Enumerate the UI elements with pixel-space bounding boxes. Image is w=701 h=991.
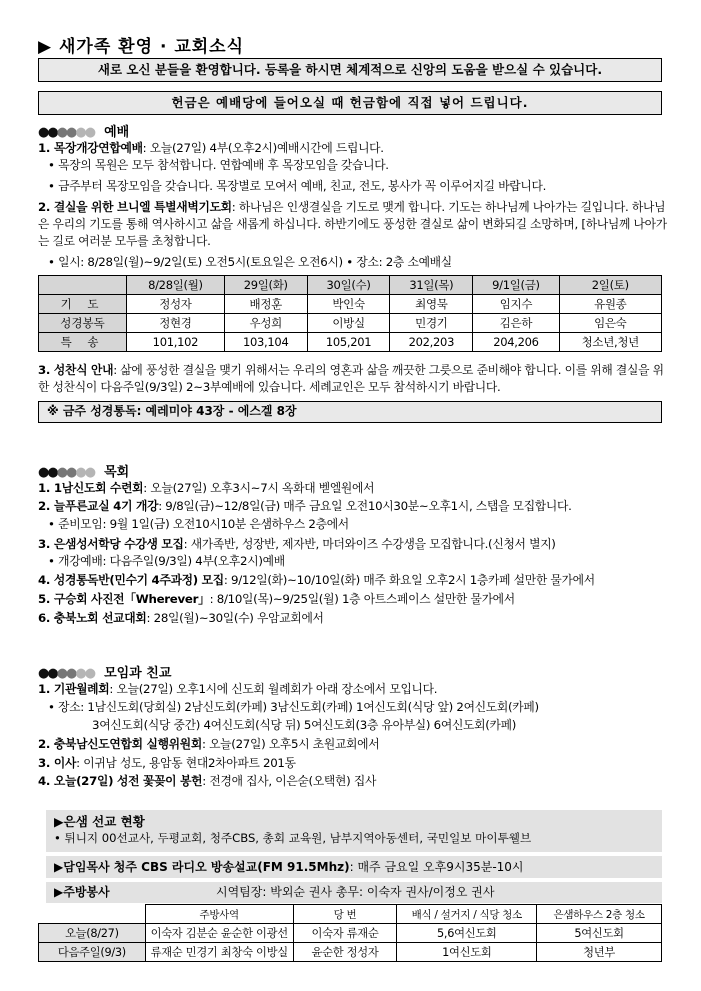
table-cell: 1여신도회	[397, 943, 537, 962]
table-cell: 청소년,청년	[559, 333, 661, 352]
table-row-label: 기 도	[39, 295, 127, 314]
table-header-cell	[39, 905, 146, 924]
fellowship-item-4: 4. 오늘(27일) 성전 꽃꽂이 봉헌: 전경애 집사, 이은숟(오택현) 집사	[38, 774, 377, 788]
table-row	[39, 333, 662, 352]
bible-reading-banner: ※ 금주 성경통독: 예레미야 43장 - 에스겔 8장	[38, 401, 662, 423]
bullet-dots-icon: ●●●●●●	[38, 465, 95, 480]
worship-item-3: 3. 성찬식 안내: 삶에 풍성한 결실을 맺기 위해서는 우리의 영혼과 삶을 깨끗한 그릇으로 준비해야 합니다. 이를 위해 결실을 위한 성찬식이 다음주일(9/3일) 2~3부예배에 있습니다. 세례교인은 모두 참석하시기 바랍니다.	[38, 363, 664, 394]
table-header-cell: 31일(목)	[390, 276, 473, 295]
table-cell: 유원종	[559, 295, 661, 314]
table-row	[39, 295, 662, 314]
kitchen-service-header	[46, 882, 662, 903]
page-title: ▶ 새가족 환영 · 교회소식	[38, 37, 245, 57]
table-cell: 윤순한 정성자	[293, 943, 397, 962]
table-cell: 우성희	[224, 314, 307, 333]
table-cell: 이방실	[307, 314, 390, 333]
table-row	[39, 924, 662, 943]
table-row-label: 다음주일(9/3)	[39, 943, 146, 962]
kitchen-service-table	[38, 904, 662, 962]
table-cell: 김은하	[473, 314, 559, 333]
table-row	[39, 314, 662, 333]
table-header-cell: 30일(수)	[307, 276, 390, 295]
offering-banner: 헌금은 예배당에 들어오실 때 헌금함에 직접 넣어 드립니다.	[38, 91, 662, 115]
table-cell: 임은숙	[559, 314, 661, 333]
section-fellowship-header: ●●●●●● 모임과 친교	[38, 666, 172, 681]
table-cell: 이숙자 류재순	[293, 924, 397, 943]
table-cell: 5여신도회	[537, 924, 662, 943]
table-header-cell: 9/1일(금)	[473, 276, 559, 295]
table-header-row	[39, 276, 662, 295]
ministry-item-3: 3. 은샘성서학당 수강생 모집: 새가족반, 성장반, 제자반, 마더와이즈 수강생을 모집합니다.(신청서 별지)	[38, 537, 556, 551]
table-row-label: 성경봉독	[39, 314, 127, 333]
table-cell: 정성자	[127, 295, 225, 314]
worship-item-2: 2. 결실을 위한 브니엘 특별새벽기도회: 하나님은 인생결실을 기도로 맺게 합니다. 기도는 하나님께 나아가는 길입니다. 하나님은 우리의 기도를 통해 역사하시고 삶을 새롭게 하십니다. 하반기에도 풍성한 결실로 삶이 변화되길 소망하며, [하나님께 나아가는 길로 여러분 모두를 초청합니다.	[38, 200, 667, 248]
table-cell: 류재순 민경기 최창숙 이방실	[145, 943, 293, 962]
table-cell: 최영묵	[390, 295, 473, 314]
table-header-cell: 배식 / 설거지 / 식당 청소	[397, 905, 537, 924]
table-cell: 민경기	[390, 314, 473, 333]
fellowship-item-3: 3. 이사: 이귀남 성도, 용암동 현대2차아파트 201동	[38, 756, 296, 770]
table-cell: 105,201	[307, 333, 390, 352]
worship-item-2-schedule: • 일시: 8/28일(월)~9/2일(토) 오전5시(토요일은 오전6시) • 장소: 2층 소예배실	[48, 255, 452, 269]
bullet-dots-icon: ●●●●●●	[38, 666, 95, 681]
table-cell: 박인숙	[307, 295, 390, 314]
table-header-row	[39, 905, 662, 924]
fellowship-item-1-places-2: 3여신도회(식당 중간) 4여신도회(식당 뒤) 5여신도회(3층 유아부실) 6여신도회(카페)	[92, 718, 517, 732]
dawn-prayer-table	[38, 275, 662, 352]
table-corner-cell	[39, 276, 127, 295]
table-row-label: 특 송	[39, 333, 127, 352]
ministry-item-4: 4. 성경통독반(민수기 4주과정) 모집: 9/12일(화)~10/10일(화) 매주 화요일 오후2시 1층카페 설만한 물가에서	[38, 573, 595, 587]
table-cell: 202,203	[390, 333, 473, 352]
section-ministry-header: ●●●●●● 목회	[38, 465, 130, 480]
radio-broadcast-box: ▶담임목사 청주 CBS 라디오 방송설교(FM 91.5Mhz): 매주 금요일 오후9시35분-10시	[46, 856, 662, 878]
ministry-item-6: 6. 충북노회 선교대회: 28일(월)~30일(수) 우암교회에서	[38, 611, 324, 625]
table-cell: 청년부	[537, 943, 662, 962]
fellowship-item-2: 2. 충북남신도연합회 실행위원회: 오늘(27일) 오후5시 초원교회에서	[38, 737, 380, 751]
mission-title: ▶은샘 선교 현황	[54, 814, 145, 829]
ministry-item-2-bullet: • 준비모임: 9월 1일(금) 오전10시10분 은샘하우스 2층에서	[48, 517, 349, 531]
table-header-cell: 당 번	[293, 905, 397, 924]
bullet-dots-icon: ●●●●●●	[38, 125, 95, 140]
table-cell: 정현경	[127, 314, 225, 333]
ministry-item-1: 1. 1남신도회 수련회: 오늘(27일) 오후3시~7시 옥화대 벧엘원에서	[38, 481, 375, 495]
ministry-item-2: 2. 늘푸른교실 4기 개강: 9/8일(금)~12/8일(금) 매주 금요일 오전10시30분~오후1시, 스탭을 모집합니다.	[38, 499, 572, 513]
fellowship-item-1: 1. 기관월례회: 오늘(27일) 오후1시에 신도회 월례회가 아래 장소에서 모입니다.	[38, 682, 438, 696]
table-cell: 204,206	[473, 333, 559, 352]
table-row	[39, 943, 662, 962]
kitchen-service-title: ▶주방봉사	[54, 885, 110, 899]
table-cell: 5,6여신도회	[397, 924, 537, 943]
table-cell: 103,104	[224, 333, 307, 352]
table-cell: 101,102	[127, 333, 225, 352]
table-cell: 배정훈	[224, 295, 307, 314]
ministry-item-3-bullet: • 개강예배: 다음주일(9/3일) 4부(오후2시)예배	[48, 554, 285, 568]
welcome-banner: 새로 오신 분들을 환영합니다. 등록을 하시면 체계적으로 신앙의 도움을 받으실 수 있습니다.	[38, 58, 662, 82]
mission-list: • 튀니지 00선교사, 두평교회, 청주CBS, 총회 교육원, 남부지역아동센터, 국민일보 마이투웰브	[54, 831, 532, 845]
worship-item-1: 1. 목장개강연합예배: 오늘(27일) 4부(오후2시)예배시간에 드립니다.	[38, 141, 384, 155]
table-header-cell: 29일(화)	[224, 276, 307, 295]
table-header-cell: 2일(토)	[559, 276, 661, 295]
table-row-label: 오늘(8/27)	[39, 924, 146, 943]
table-cell: 이숙자 김분순 윤순한 이광선	[145, 924, 293, 943]
ministry-item-5: 5. 구승회 사진전「Wherever」: 8/10일(목)~9/25일(월) 1층 아트스페이스 설만한 물가에서	[38, 592, 515, 606]
kitchen-service-info: 시역팀장: 박외순 권사 총무: 이숙자 권사/이정오 권사	[216, 885, 495, 899]
section-worship-header: ●●●●●● 예배	[38, 125, 130, 140]
mission-box	[46, 810, 662, 852]
table-cell: 임지수	[473, 295, 559, 314]
table-header-cell: 주방사역	[145, 905, 293, 924]
worship-item-1-bullet-1: • 목장의 목원은 모두 참석합니다. 연합예배 후 목장모임을 갖습니다.	[48, 158, 389, 172]
fellowship-item-1-places-1: • 장소: 1남신도회(당회실) 2남신도회(카페) 3남신도회(카페) 1여신도회(식당 앞) 2여신도회(카페)	[48, 700, 539, 714]
worship-item-1-bullet-2: • 금주부터 목장모임을 갖습니다. 목장별로 모여서 예배, 친교, 전도, 봉사가 꼭 이루어지길 바랍니다.	[48, 179, 547, 193]
table-header-cell: 8/28일(월)	[127, 276, 225, 295]
table-header-cell: 은샘하우스 2층 청소	[537, 905, 662, 924]
